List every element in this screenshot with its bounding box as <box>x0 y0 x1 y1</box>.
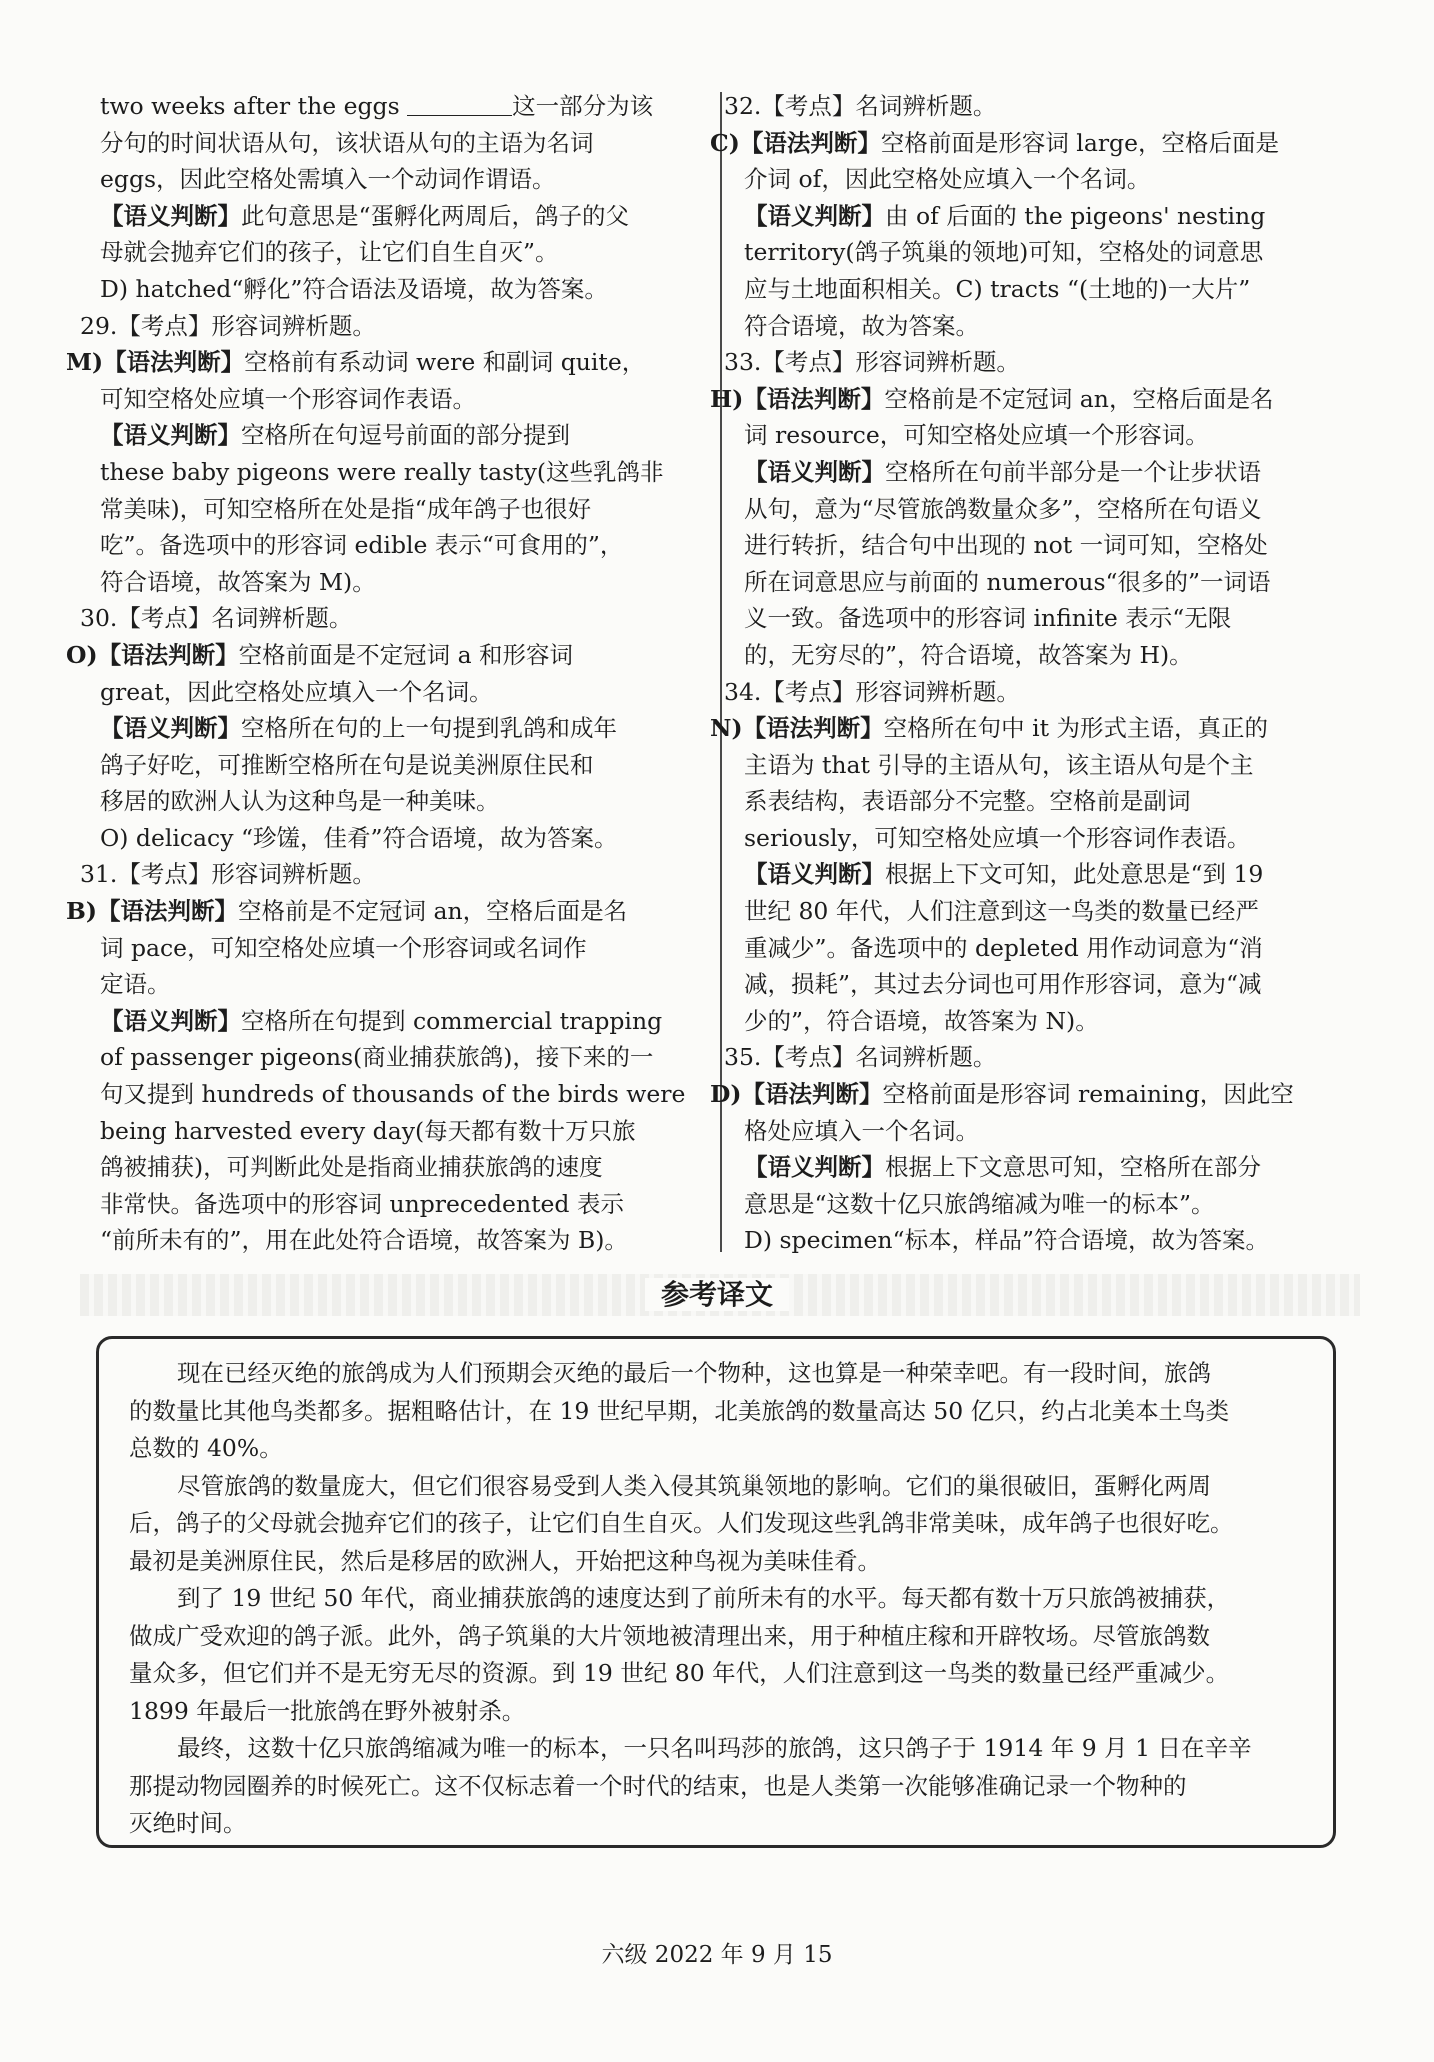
text-line: M)【语法判断】空格前有系动词 were 和副词 quite， <box>66 348 646 377</box>
text-line: 句又提到 hundreds of thousands of the birds were <box>100 1080 686 1109</box>
question-heading-30: 30.【考点】名词辨析题。 <box>80 604 353 633</box>
text-line: 符合语境，故为答案。 <box>744 311 979 340</box>
text-line: 【语义判断】空格所在句的上一句提到乳鸽和成年 <box>100 714 617 743</box>
left-column <box>66 88 690 1259</box>
text-line: of passenger pigeons(商业捕获旅鸽)，接下来的一 <box>100 1043 654 1072</box>
text-line: 常美味)，可知空格所在处是指“成年鸽子也很好 <box>100 494 592 523</box>
text-line: C)【语法判断】空格前面是形容词 large，空格后面是 <box>710 128 1280 157</box>
text-line: territory(鸽子筑巢的领地)可知，空格处的词意思 <box>744 238 1264 267</box>
text-line: great，因此空格处应填入一个名词。 <box>100 677 493 706</box>
text-line: 减，损耗”，其过去分词也可用作形容词，意为“减 <box>744 970 1262 999</box>
text-line: 非常快。备选项中的形容词 unprecedented 表示 <box>100 1189 624 1218</box>
text-line: these baby pigeons were really tasty(这些乳鸽非 <box>100 457 664 486</box>
translation-line: 的数量比其他鸟类都多。据粗略估计，在 19 世纪早期，北美旅鸽的数量高达 50 亿只，约占北美本土鸟类 <box>129 1396 1230 1425</box>
text-line: 【语义判断】空格所在句提到 commercial trapping <box>100 1006 663 1035</box>
text-line: 的，无穷尽的”，符合语境，故答案为 H)。 <box>744 640 1193 669</box>
text-line: 主语为 that 引导的主语从句，该主语从句是个主 <box>744 750 1254 779</box>
text-line: 词 resource，可知空格处应填一个形容词。 <box>744 421 1209 450</box>
translation-line: 到了 19 世纪 50 年代，商业捕获旅鸽的速度达到了前所未有的水平。每天都有数十万只旅鸽被捕获， <box>177 1584 1231 1612</box>
translation-line: 最初是美洲原住民，然后是移居的欧洲人，开始把这种鸟视为美味佳肴。 <box>129 1546 881 1575</box>
text-line: 系表结构，表语部分不完整。空格前是副词 <box>744 787 1191 816</box>
translation-title: 参考译文 <box>0 1274 1434 1316</box>
text-line: seriously，可知空格处应填一个形容词作表语。 <box>744 823 1251 852</box>
translation-line: 最终，这数十亿只旅鸽缩减为唯一的标本，一只名叫玛莎的旅鸽，这只鸽子于 1914 年 9 月 1 日在辛辛 <box>177 1734 1252 1762</box>
text-line: N)【语法判断】空格所在句中 it 为形式主语，真正的 <box>710 714 1269 743</box>
text-line: 【语义判断】根据上下文可知，此处意思是“到 19 <box>744 860 1264 889</box>
text-line: “前所未有的”，用在此处符合语境，故答案为 B)。 <box>100 1226 628 1255</box>
text-line: 从句，意为“尽管旅鸽数量众多”，空格所在句语义 <box>744 494 1262 523</box>
translation-line: 1899 年最后一批旅鸽在野外被射杀。 <box>129 1696 526 1725</box>
translation-line: 那提动物园圈养的时候死亡。这不仅标志着一个时代的结束，也是人类第一次能够准确记录一个物种的 <box>129 1771 1187 1800</box>
text-line: D) hatched“孵化”符合语法及语境，故为答案。 <box>100 274 608 303</box>
text-line: 词 pace，可知空格处应填一个形容词或名词作 <box>100 933 587 962</box>
text-line: 意思是“这数十亿只旅鸽缩减为唯一的标本”。 <box>744 1189 1215 1218</box>
answer-blank <box>407 115 512 116</box>
question-heading-31: 31.【考点】形容词辨析题。 <box>80 860 376 889</box>
text-line: 所在词意思应与前面的 numerous“很多的”一词语 <box>744 567 1271 596</box>
translation-line: 灭绝时间。 <box>129 1809 247 1837</box>
text-line: D) specimen“标本，样品”符合语境，故为答案。 <box>744 1226 1270 1255</box>
text-line: O)【语法判断】空格前面是不定冠词 a 和形容词 <box>66 640 574 669</box>
page-footer: 六级 2022 年 9 月 15 <box>601 1942 833 1968</box>
text-line: 分句的时间状语从句，该状语从句的主语为名词 <box>100 128 594 157</box>
text-line: 【语义判断】由 of 后面的 the pigeons' nesting <box>744 201 1266 230</box>
text-line: O) delicacy “珍馐，佳肴”符合语境，故为答案。 <box>100 823 618 852</box>
text-line: H)【语法判断】空格前是不定冠词 an，空格后面是名 <box>710 384 1274 413</box>
question-heading-32: 32.【考点】名词辨析题。 <box>724 92 997 120</box>
text-line: 重减少”。备选项中的 depleted 用作动词意为“消 <box>744 933 1263 962</box>
text-line: being harvested every day(每天都有数十万只旅 <box>100 1116 636 1145</box>
translation-line: 尽管旅鸽的数量庞大，但它们很容易受到人类入侵其筑巢领地的影响。它们的巢很破旧，蛋孵化两周 <box>177 1471 1211 1500</box>
translation-line: 现在已经灭绝的旅鸽成为人们预期会灭绝的最后一个物种，这也算是一种荣幸吧。有一段时间，旅鸽 <box>177 1359 1211 1387</box>
translation-line: 后，鸽子的父母就会抛弃它们的孩子，让它们自生自灭。人们发现这些乳鸽非常美味，成年鸽子也很好吃。 <box>129 1509 1234 1537</box>
text-line: 介词 of，因此空格处应填入一个名词。 <box>744 165 1151 194</box>
translation-line: 总数的 40%。 <box>129 1434 283 1462</box>
text-line: 进行转折，结合句中出现的 not 一词可知，空格处 <box>744 531 1268 560</box>
translation-box <box>96 1336 1336 1848</box>
text-line: 世纪 80 年代，人们注意到这一鸟类的数量已经严 <box>744 897 1259 926</box>
text-line: D)【语法判断】空格前面是形容词 remaining，因此空 <box>710 1080 1294 1109</box>
translation-line: 量众多，但它们并不是无穷无尽的资源。到 19 世纪 80 年代，人们注意到这一鸟类的数量已经严重减少。 <box>129 1659 1230 1687</box>
text-line: B)【语法判断】空格前是不定冠词 an，空格后面是名 <box>66 897 628 926</box>
text-line: 母就会抛弃它们的孩子，让它们自生自灭”。 <box>100 238 559 267</box>
text-line: 格处应填入一个名词。 <box>744 1116 979 1145</box>
text-line: 应与土地面积相关。C) tracts “(土地的)一大片” <box>744 274 1251 303</box>
text-line: 少的”，符合语境，故答案为 N)。 <box>744 1006 1099 1035</box>
question-heading-29: 29.【考点】形容词辨析题。 <box>80 311 376 340</box>
text-line: 定语。 <box>100 970 171 999</box>
text-line: 符合语境，故答案为 M)。 <box>100 567 376 596</box>
text-line: two weeks after the eggs 这一部分为该 <box>100 92 654 120</box>
question-heading-33: 33.【考点】形容词辨析题。 <box>724 348 1020 377</box>
right-column <box>710 88 1334 1259</box>
text-line: 吃”。备选项中的形容词 edible 表示“可食用的”， <box>100 531 624 560</box>
text-line: 义一致。备选项中的形容词 infinite 表示“无限 <box>744 604 1232 633</box>
text-line: 【语义判断】根据上下文意思可知，空格所在部分 <box>744 1153 1261 1182</box>
question-heading-34: 34.【考点】形容词辨析题。 <box>724 677 1020 706</box>
text-line: 【语义判断】空格所在句逗号前面的部分提到 <box>100 421 570 450</box>
question-heading-35: 35.【考点】名词辨析题。 <box>724 1043 997 1072</box>
translation-line: 做成广受欢迎的鸽子派。此外，鸽子筑巢的大片领地被清理出来，用于种植庄稼和开辟牧场。尽管旅鸽数 <box>129 1621 1210 1650</box>
text-line: 鸽子好吃，可推断空格所在句是说美洲原住民和 <box>100 750 594 779</box>
text-line: 移居的欧洲人认为这种鸟是一种美味。 <box>100 787 500 816</box>
text-line: 可知空格处应填一个形容词作表语。 <box>100 384 476 413</box>
text-line: 鸽被捕获)，可判断此处是指商业捕获旅鸽的速度 <box>100 1153 603 1182</box>
text-line: 【语义判断】空格所在句前半部分是一个让步状语 <box>744 457 1261 486</box>
text-line: 【语义判断】此句意思是“蛋孵化两周后，鸽子的父 <box>100 201 630 230</box>
text-line: eggs，因此空格处需填入一个动词作谓语。 <box>100 165 556 194</box>
